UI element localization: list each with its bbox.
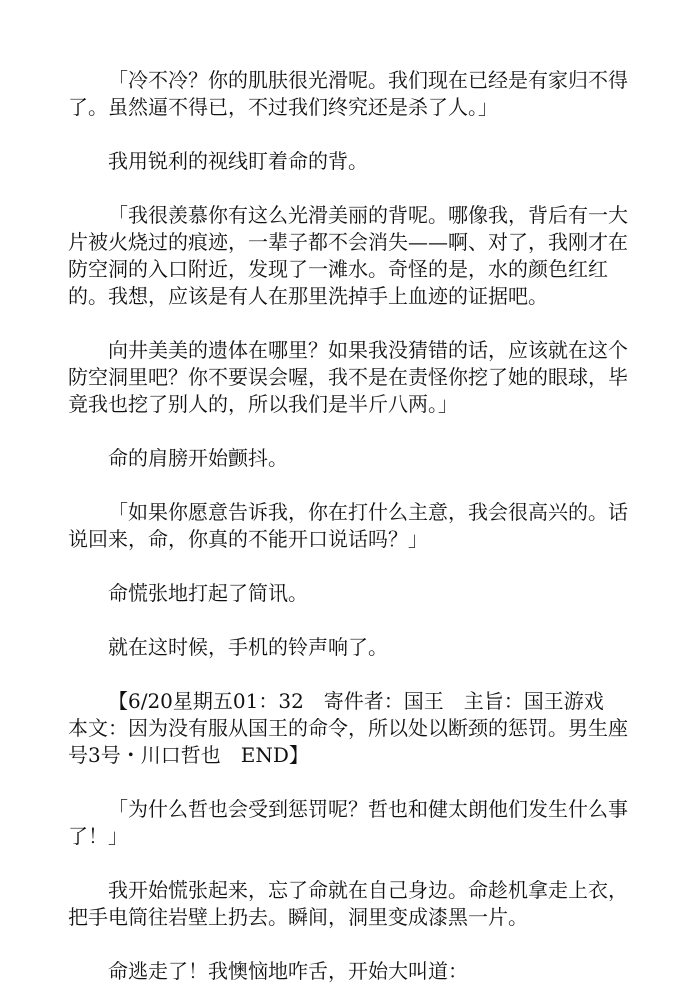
paragraph: 我开始慌张起来，忘了命就在自己身边。命趁机拿走上衣，把手电筒往岩壁上扔去。瞬间，洞里变成漆黑一片。 bbox=[68, 878, 628, 929]
paragraph: 命的肩膀开始颤抖。 bbox=[108, 446, 288, 470]
paragraph: 「为什么哲也会受到惩罚呢？哲也和健太朗他们发生什么事了！」 bbox=[68, 797, 628, 848]
paragraph: 命逃走了！我懊恼地咋舌，开始大叫道： bbox=[108, 959, 468, 983]
paragraph: 就在这时候，手机的铃声响了。 bbox=[108, 635, 388, 659]
paragraph: 向井美美的遗体在哪里？如果我没猜错的话，应该就在这个防空洞里吧？你不要误会喔，我不是在责怪你挖了她的眼球，毕竟我也挖了别人的，所以我们是半斤八两。」 bbox=[68, 338, 628, 416]
paragraph: 命慌张地打起了简讯。 bbox=[108, 581, 308, 605]
paragraph: 「我很羡慕你有这么光滑美丽的背呢。哪像我，背后有一大片被火烧过的痕迹，一辈子都不会消失——啊、对了，我刚才在防空洞的入口附近，发现了一滩水。奇怪的是，水的颜色红红的。我想，应该是有人在那里洗掉手上血迹的证据吧。 bbox=[68, 203, 628, 308]
text-message: 【6/20星期五01：32 寄件者：国王 主旨：国王游戏 本文：因为没有服从国王的命令，所以处以断颈的惩罚。男生座号3号・川口哲也 END】 bbox=[68, 689, 628, 767]
paragraph: 「如果你愿意告诉我，你在打什么主意，我会很高兴的。话说回来，命，你真的不能开口说话吗？」 bbox=[68, 500, 628, 551]
body-text bbox=[68, 67, 638, 985]
paragraph: 「冷不冷？你的肌肤很光滑呢。我们现在已经是有家归不得了。虽然逼不得已，不过我们终究还是杀了人。」 bbox=[68, 68, 628, 119]
paragraph: 我用锐利的视线盯着命的背。 bbox=[108, 149, 368, 173]
